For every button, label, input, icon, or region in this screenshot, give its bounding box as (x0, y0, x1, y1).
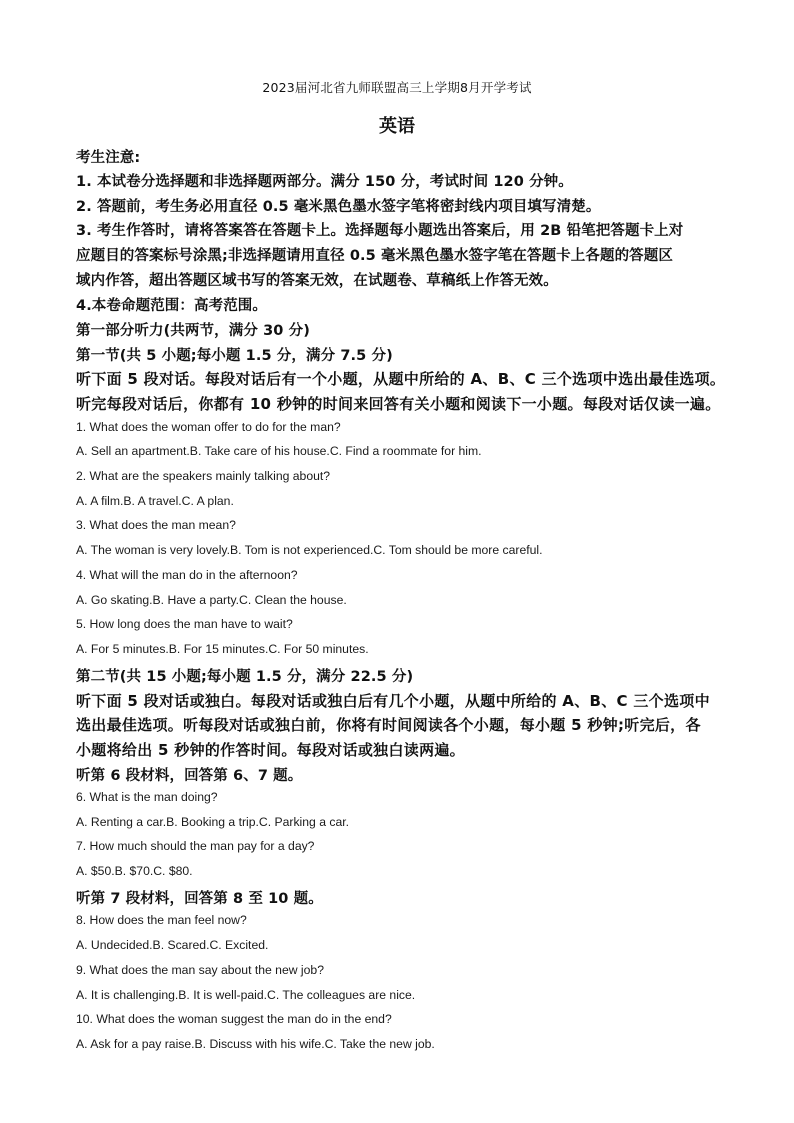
section-instructions: 选出最佳选项。听每段对话或独白前，你将有时间阅读各个小题，每小题 5 秒钟;听完后，各 (76, 716, 701, 734)
question-stem: 2. What are the speakers mainly talking about? (76, 469, 331, 483)
question-stem: 8. How does the man feel now? (76, 913, 247, 927)
question-stem: 5. How long does the man have to wait? (76, 617, 293, 631)
question-options: A. Sell an apartment.B. Take care of his house.C. Find a roommate for him. (76, 444, 482, 458)
question-options: A. The woman is very lovely.B. Tom is not experienced.C. Tom should be more careful. (76, 543, 543, 557)
exam-title: 2023届河北省九师联盟高三上学期8月开学考试 (262, 80, 532, 95)
question-stem: 10. What does the woman suggest the man do in the end? (76, 1012, 392, 1026)
group-heading: 听第 7 段材料，回答第 8 至 10 题。 (76, 891, 323, 907)
notice-heading: 考生注意: (76, 150, 141, 166)
question-stem: 6. What is the man doing? (76, 790, 218, 804)
subject-title: 英语 (379, 116, 415, 137)
question-options: A. Go skating.B. Have a party.C. Clean the house. (76, 593, 347, 607)
notice-item: 应题目的答案标号涂黑;非选择题请用直径 0.5 毫米黑色墨水签字笔在答题卡上各题的答题区 (76, 248, 673, 264)
question-stem: 7. How much should the man pay for a day? (76, 839, 315, 853)
question-options: A. Renting a car.B. Booking a trip.C. Parking a car. (76, 815, 350, 829)
notice-item: 域内作答，超出答题区域书写的答案无效，在试题卷、草稿纸上作答无效。 (76, 273, 558, 289)
notice-item: 2. 答题前，考生务必用直径 0.5 毫米黑色墨水签字笔将密封线内项目填写清楚。 (76, 199, 601, 215)
question-stem: 1. What does the woman offer to do for the man? (76, 420, 341, 434)
question-options: A. A film.B. A travel.C. A plan. (76, 494, 234, 508)
question-options: A. It is challenging.B. It is well-paid.C. The colleagues are nice. (76, 988, 416, 1002)
notice-item: 1. 本试卷分选择题和非选择题两部分。满分 150 分，考试时间 120 分钟。 (76, 174, 573, 190)
group-heading: 听第 6 段材料，回答第 6、7 题。 (76, 768, 303, 784)
section-title: 第一节(共 5 小题;每小题 1.5 分，满分 7.5 分) (76, 348, 393, 364)
section-instructions: 听下面 5 段对话或独白。每段对话或独白后有几个小题，从题中所给的 A、B、C 三个选项中 (76, 692, 710, 710)
section-instructions: 听下面 5 段对话。每段对话后有一个小题，从题中所给的 A、B、C 三个选项中选出最佳选项。 (76, 370, 726, 388)
question-stem: 9. What does the man say about the new job? (76, 963, 324, 977)
question-options: A. $50.B. $70.C. $80. (76, 864, 193, 878)
question-options: A. For 5 minutes.B. For 15 minutes.C. For 50 minutes. (76, 642, 369, 656)
notice-item: 3. 考生作答时，请将答案答在答题卡上。选择题每小题选出答案后，用 2B 铅笔把答题卡上对 (76, 223, 684, 239)
section-title: 第二节(共 15 小题;每小题 1.5 分，满分 22.5 分) (76, 669, 414, 685)
question-stem: 3. What does the man mean? (76, 518, 236, 532)
notice-item: 4.本卷命题范围：高考范围。 (76, 298, 267, 314)
section-instructions: 听完每段对话后，你都有 10 秒钟的时间来回答有关小题和阅读下一小题。每段对话仅读一遍。 (76, 395, 721, 413)
question-options: A. Ask for a pay raise.B. Discuss with his wife.C. Take the new job. (76, 1037, 435, 1051)
part-title: 第一部分听力(共两节，满分 30 分) (76, 323, 310, 339)
question-stem: 4. What will the man do in the afternoon? (76, 568, 298, 582)
section-instructions: 小题将给出 5 秒钟的作答时间。每段对话或独白读两遍。 (76, 741, 465, 759)
question-options: A. Undecided.B. Scared.C. Excited. (76, 938, 269, 952)
